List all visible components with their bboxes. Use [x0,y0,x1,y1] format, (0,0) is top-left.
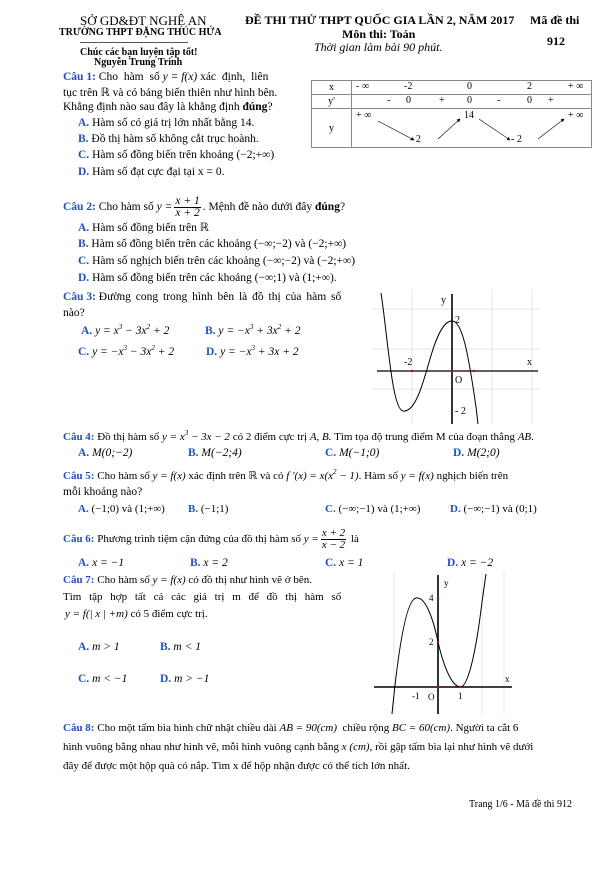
q3-y-label: y [441,295,446,306]
q2-option-c-text: Hàm số nghịch biến trên các khoảng (−∞;−2) và (−2;+∞) [92,255,356,267]
variation-table [311,80,592,148]
q1-option-b-key: B. [78,133,89,145]
variation-row-yprime [312,95,592,109]
q4-option-d-key: D. [453,447,465,459]
x-val-neg2: -2 [404,81,413,92]
q4-text2: có 2 điểm cực trị [232,431,308,443]
q8-line2 [63,740,533,754]
q7-curve [392,574,486,714]
q7-stem-line1 [63,573,312,587]
q5-option-b-key: B. [188,503,199,515]
q1-stem-line3 [63,100,273,114]
arrow-up-1 [438,119,460,139]
q4-option-c-key: C. [325,447,337,459]
q7-option-d-key: D. [160,673,172,685]
x-val-2: 2 [527,81,532,92]
row-label-yprime: y' [312,95,352,109]
y-val-pos-inf-left: + ∞ [356,110,372,121]
q6-option-d-text: x = −2 [461,557,494,569]
q5-option-b[interactable] [188,502,228,516]
q7-stem-line2: Tìm tập hợp tất cả các giá trị m để đồ thị hàm số [63,591,342,603]
q7-line3: có 5 điểm cực trị. [130,608,208,620]
q6-option-d[interactable] [447,556,493,570]
q2-option-b-key: B. [78,238,89,250]
q4-stem [63,430,534,444]
q5-option-c[interactable] [325,502,420,516]
q3-option-c-key: C. [78,346,90,358]
variation-arrows [352,109,592,147]
q7-label: Câu 7: [63,574,95,586]
exam-code: 912 [547,34,565,48]
q4-label: Câu 4: [63,431,95,443]
q6-option-a-text: x = −1 [92,557,125,569]
q5-derivative: f '$(x) = x(x^2 - 1)$ [286,468,359,482]
y-val-min-right: - 2 [511,134,522,145]
header-author: Nguyễn Trung Trinh [94,57,183,68]
q5-text3: . Hàm số [358,470,399,482]
q2-option-b[interactable] [78,237,346,251]
q7-func3: y = f(| x | +m) [65,608,128,620]
q2-text1: Cho hàm số [98,201,154,214]
q5-option-d[interactable] [450,502,537,516]
q4-option-b-text: M(−2;4) [201,447,242,459]
q8-label: Câu 8: [63,722,95,734]
q6-option-c-key: C. [325,557,337,569]
q2-fraction [174,196,200,219]
header-school: TRƯỜNG THPT ĐẶNG THÚC HỨA [59,27,222,38]
q7-option-b[interactable] [160,640,201,654]
q4-option-c[interactable] [325,446,379,460]
q2-denominator: x + 2 [175,207,200,219]
q2-option-d-text: Hàm số đồng biến trên các khoảng (−∞;1) và (1;+∞). [92,272,337,284]
q2-option-a-text: Hàm số đồng biến trên ℝ [92,222,209,234]
q4-option-b-key: B. [188,447,199,459]
q1-line3a: Khẳng định nào sau đây là khẳng định [63,101,243,113]
q7-tick-origin [437,686,439,688]
q7-x-label: x [505,674,510,684]
q3-tick-y-neg2 [451,410,453,412]
q6-option-c-text: x = 1 [339,557,364,569]
q2-label: Câu 2: [63,201,96,214]
q7-option-a-text: m > 1 [92,641,120,653]
y-values-cell [352,109,592,148]
q3-tick-neg2 [411,370,413,372]
q6-option-d-key: D. [447,557,459,569]
q2-option-a[interactable] [78,221,209,235]
yprime-sign-2: 0 [406,95,411,106]
q1-option-c[interactable] [78,148,274,162]
q4-func: $y = x^3 - 3x - 2$ [162,429,230,443]
y-val-min-left: - 2 [410,134,421,145]
q1-line3c: ? [267,101,273,113]
q5-text4: nghịch biến trên [436,470,509,482]
q3-option-b[interactable] [205,324,301,338]
q7-option-c[interactable] [78,672,127,686]
q8-xcm: x (cm) [341,741,370,753]
q6-option-b[interactable] [190,556,228,570]
yprime-sign-6: 0 [527,95,532,106]
q6-stem [63,526,359,552]
q7-option-c-key: C. [78,673,90,685]
q1-option-c-text: Hàm số đồng biến trên khoảng (−2;+∞) [92,149,275,161]
q6-y-eq: y = [303,533,319,545]
q3-option-c-formula: $y = -x^3 - 3x^2 + 2$ [92,344,175,358]
q3-tick-y-top: 2 [455,315,460,326]
q2-text3: ? [339,201,346,214]
q3-x-label: x [527,357,532,368]
q1-label: Câu 1: [63,71,96,83]
q2-y-eq: y = [156,201,173,214]
q7-tick-x-pos: 1 [458,691,463,701]
x-val-0: 0 [467,81,472,92]
q1-option-c-key: C. [78,149,90,161]
q3-option-d[interactable] [206,345,299,359]
q3-graph [372,289,540,424]
q6-text2: là [350,533,359,545]
yprime-cell [352,95,592,109]
q2-option-c[interactable] [78,254,355,268]
x-values-cell [352,81,592,95]
q3-tick-x-neg2-label: -2 [404,357,413,368]
q4-text1: Đồ thị hàm số [97,431,160,443]
exam-title: ĐỀ THI THỬ THPT QUỐC GIA LẦN 2, NĂM 2017 [245,13,515,27]
q1-option-d-text: Hàm số đạt cực đại tại x = 0. [92,166,225,178]
q6-numerator: x + 2 [321,526,346,539]
q7-option-b-text: m < 1 [173,641,201,653]
q7-tick-y4 [437,597,439,599]
yprime-sign-3: + [439,95,445,106]
q4-option-a-key: A. [78,447,90,459]
q7-stem-line3 [65,607,208,621]
q5-stem-line1 [63,469,508,483]
q7-grid [394,572,504,714]
arrow-down-2 [479,119,510,140]
header-dept: SỞ GD&ĐT NGHỆ AN [80,13,207,28]
q4-text3: Tìm tọa độ trung điểm M của đoạn thẳng [334,431,515,443]
q1-option-a[interactable] [78,116,254,130]
q8-line2a: hình vuông bằng nhau như hình vẽ, mỗi hình vuông cạnh bằng [63,741,340,753]
q7-option-a[interactable] [78,640,120,654]
yprime-sign-1: - [387,95,391,106]
q4-ab2: AB [517,431,532,443]
q2-stem [63,196,345,218]
q2-numerator: x + 1 [175,195,200,207]
q1-text1: Cho hàm số [98,71,160,83]
q6-option-c[interactable] [325,556,363,570]
q7-option-c-text: m < −1 [92,673,128,685]
q3-stem-line1 [63,290,341,304]
y-val-max: 14 [464,110,474,121]
q2-option-c-key: C. [78,255,90,267]
yprime-sign-5: - [497,95,501,106]
q8-bc: BC = 60(cm) [391,722,451,734]
yprime-sign-4: 0 [467,95,472,106]
q5-text2: xác định trên ℝ và có [188,470,284,482]
variation-row-x [312,81,592,95]
q5-option-c-key: C. [325,503,336,515]
q7-y-label: y [444,578,449,588]
q7-option-a-key: A. [78,641,90,653]
q5-func: y = f(x) [152,470,186,482]
q6-option-b-text: x = 2 [203,557,228,569]
q2-option-d[interactable] [78,271,337,285]
q3-option-a[interactable] [81,324,169,338]
q5-label: Câu 5: [63,470,95,482]
q4-option-d[interactable] [453,446,500,460]
q6-text1: Phương trình tiệm cận đứng của đồ thị hàm số [97,533,302,545]
q5-option-d-text: (−∞;−1) và (0;1) [463,503,537,515]
q5-option-a[interactable] [78,502,165,516]
q5-option-a-key: A. [78,503,89,515]
q6-fraction [321,528,346,551]
q1-text2: xác định, liên [200,71,269,83]
q3-origin-label: O [455,375,463,386]
q7-tick-x-neg: -1 [412,691,420,701]
q4-option-d-text: M(2;0) [467,447,500,459]
q3-option-a-key: A. [81,325,93,337]
q6-option-a-key: A. [78,557,90,569]
q7-tick-y2 [437,641,439,643]
q1-option-b[interactable] [78,132,259,146]
q3-option-d-formula: $y = -x^3 + 3x + 2$ [220,344,299,358]
q3-option-a-formula: $y = x^3 - 3x^2 + 2$ [95,323,170,337]
q5-option-a-text: (−1;0) và (1;+∞) [91,503,165,515]
q5-text1: Cho hàm số [97,470,150,482]
q1-option-a-text: Hàm số có giá trị lớn nhất bằng 14. [92,117,255,129]
header-divider [80,42,188,43]
q2-bold: đúng [315,201,340,214]
q2-option-b-text: Hàm số đồng biến trên các khoảng (−∞;−2) và (−2;+∞) [91,238,347,250]
q3-stem-line2: nào? [63,307,85,319]
q3-tick-y-bottom: - 2 [455,406,466,417]
q8-line1a: Cho một tấm bìa hình chữ nhật chiều dài [97,722,277,734]
q2-option-a-key: A. [78,222,90,234]
q2-text2: . Mệnh đề nào dưới đây [202,201,316,214]
q1-func: y = f(x) [162,71,198,83]
q2-option-d-key: D. [78,272,90,284]
q3-option-c[interactable] [78,345,174,359]
q4-option-b[interactable] [188,446,242,460]
q3-tick-pos [473,370,475,372]
q5-option-d-key: D. [450,503,461,515]
q3-curve [381,293,478,424]
q8-line1c: . Người ta cắt 6 [450,722,519,734]
q4-text4: . [531,431,534,443]
page-footer: Trang 1/6 - Mã đề thi 912 [469,799,572,810]
q5-option-b-text: (−1;1) [200,503,229,515]
q5-func2: y = f(x) [400,470,434,482]
q8-line1b: chiều rộng [342,722,390,734]
q3-label: Câu 3: [63,291,96,303]
q4-ab: A, B. [309,431,332,443]
q1-stem-line2: tục trên ℝ và có bảng biến thiên như hình bên. [63,87,278,99]
y-val-pos-inf-right: + ∞ [568,110,584,121]
header-wish: Chúc các bạn luyện tập tốt! [80,47,198,58]
q8-line3: đây để được một hộp quà có nắp. Tìm x để hộp nhận được có thể tích lớn nhất. [63,760,410,772]
q7-origin-label: O [428,692,435,702]
q7-option-d[interactable] [160,672,209,686]
q3-option-b-key: B. [205,325,216,337]
q6-denominator: x − 2 [321,538,346,551]
row-label-x: x [312,81,352,95]
q1-line3b: đúng [242,101,268,113]
q7-tick-y-mid: 2 [429,637,434,647]
exam-code-label: Mã đề thi [530,13,580,27]
q8-line1 [63,721,518,735]
yprime-sign-7: + [548,95,554,106]
arrow-down-1 [378,121,414,140]
q7-tick-y-top: 4 [429,593,434,603]
exam-duration: Thời gian làm bài 90 phút. [314,40,443,54]
q4-option-a-text: M(0;−2) [92,447,133,459]
q6-label: Câu 6: [63,533,95,545]
q7-option-b-key: B. [160,641,171,653]
q8-line2b: , rồi gập tấm bìa lại như hình vẽ dưới [369,741,534,753]
row-label-y: y [312,109,352,148]
q5-option-c-text: (−∞;−1) và (1;+∞) [338,503,421,515]
q1-stem-line1 [63,70,268,84]
q8-ab: AB = 90(cm) [279,722,337,734]
q7-tick-x1 [459,686,461,688]
q4-option-c-text: M(−1;0) [339,447,380,459]
q4-option-a[interactable] [78,446,132,460]
variation-row-y [312,109,592,148]
x-val-pos-inf: + ∞ [568,81,584,92]
q3-option-d-key: D. [206,346,218,358]
q6-option-a[interactable] [78,556,124,570]
q7-text2: có đồ thị như hình vẽ ở bên. [188,574,312,586]
arrow-up-2 [538,119,564,139]
q7-func: y = f(x) [152,574,186,586]
q1-option-d[interactable] [78,165,225,179]
x-val-neg-inf: - ∞ [356,81,369,92]
q5-stem-line2: mỗi khoảng nào? [63,486,143,498]
q7-graph [372,572,514,714]
q1-option-d-key: D. [78,166,90,178]
q1-option-b-text: Đồ thị hàm số không cắt trục hoành. [91,133,259,145]
q3-tick-origin [451,370,453,372]
q7-option-d-text: m > −1 [174,673,210,685]
q7-text1: Cho hàm số [97,574,150,586]
q1-option-a-key: A. [78,117,90,129]
exam-subject: Môn thi: Toán [342,27,416,41]
q3-text: Đường cong trong hình bên là đồ thị của hàm số [98,291,342,303]
q3-option-b-formula: $y = -x^3 + 3x^2 + 2$ [218,323,301,337]
q6-option-b-key: B. [190,557,201,569]
